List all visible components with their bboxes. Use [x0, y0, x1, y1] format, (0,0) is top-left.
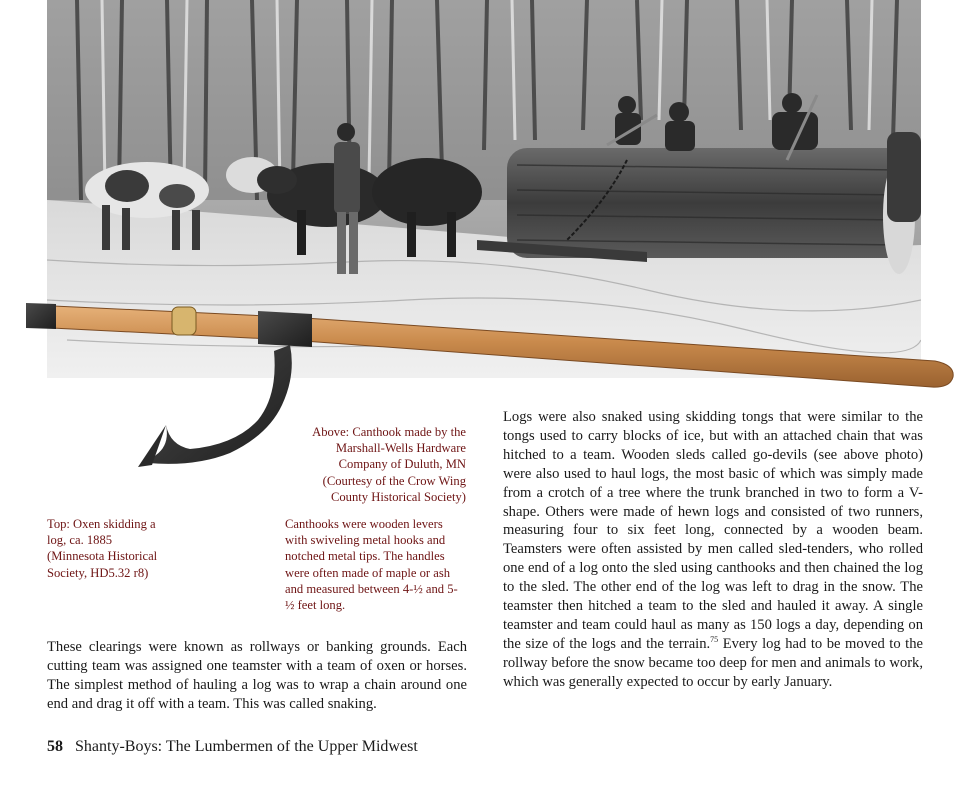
canthook-description-caption: Canthooks were wooden levers with swiveling metal hooks and notched metal tips. The handles were often made of maple or ash and measured between 4-½ and 5-½ feet long.: [285, 517, 458, 613]
right-body-paragraph: [503, 408, 923, 692]
page-number: 58: [47, 738, 63, 755]
footnote-reference: 75: [710, 635, 719, 645]
left-body-paragraph: These clearings were known as rollways or banking grounds. Each cutting team was assigned one teamster with a team of oxen or horses. The simplest method of hauling a log was to wrap a chain around one end and drag it off with a team. This was called snaking.: [47, 639, 467, 712]
running-title: Shanty-Boys: The Lumbermen of the Upper Midwest: [75, 738, 418, 755]
right-paragraph-continuation: Every log had to be moved to the rollway before the snow became too deep for men and animals to work, which was generally expected to occur by early January.: [503, 635, 924, 690]
page-footer: [47, 738, 418, 756]
right-paragraph-text: Logs were also snaked using skidding tongs that were similar to the tongs used to carry blocks of ice, but with an attached chain that was hitched to a team. Wooden sleds called go-devils (see above photo) were also used to haul logs, the most basic of which was simply made from a crotch of a tree where the trunk branched in two to form a V-shape. Others were made of hewn logs and consisted of two runners, measuring four to six feet long, connected by a wooden beam. Teamsters were often assisted by men called sled-tenders, who rolled one end of a log onto the sled using canthooks and then chained the log to the sled. The other end of the log was left to drag in the snow. The teamster then hitched a team to the sled and hauled it away. A single teamster and team could haul as many as 150 logs a day, depending on the size of the logs and the terrain.: [503, 409, 923, 652]
oxen-photo-caption: Top: Oxen skidding a log, ca. 1885 (Minnesota Historical Society, HD5.32 r8): [47, 517, 158, 580]
canthook-photo-caption: Above: Canthook made by the Marshall-Wells Hardware Company of Duluth, MN (Courtesy of the Crow Wing County Historical Society): [312, 425, 466, 504]
